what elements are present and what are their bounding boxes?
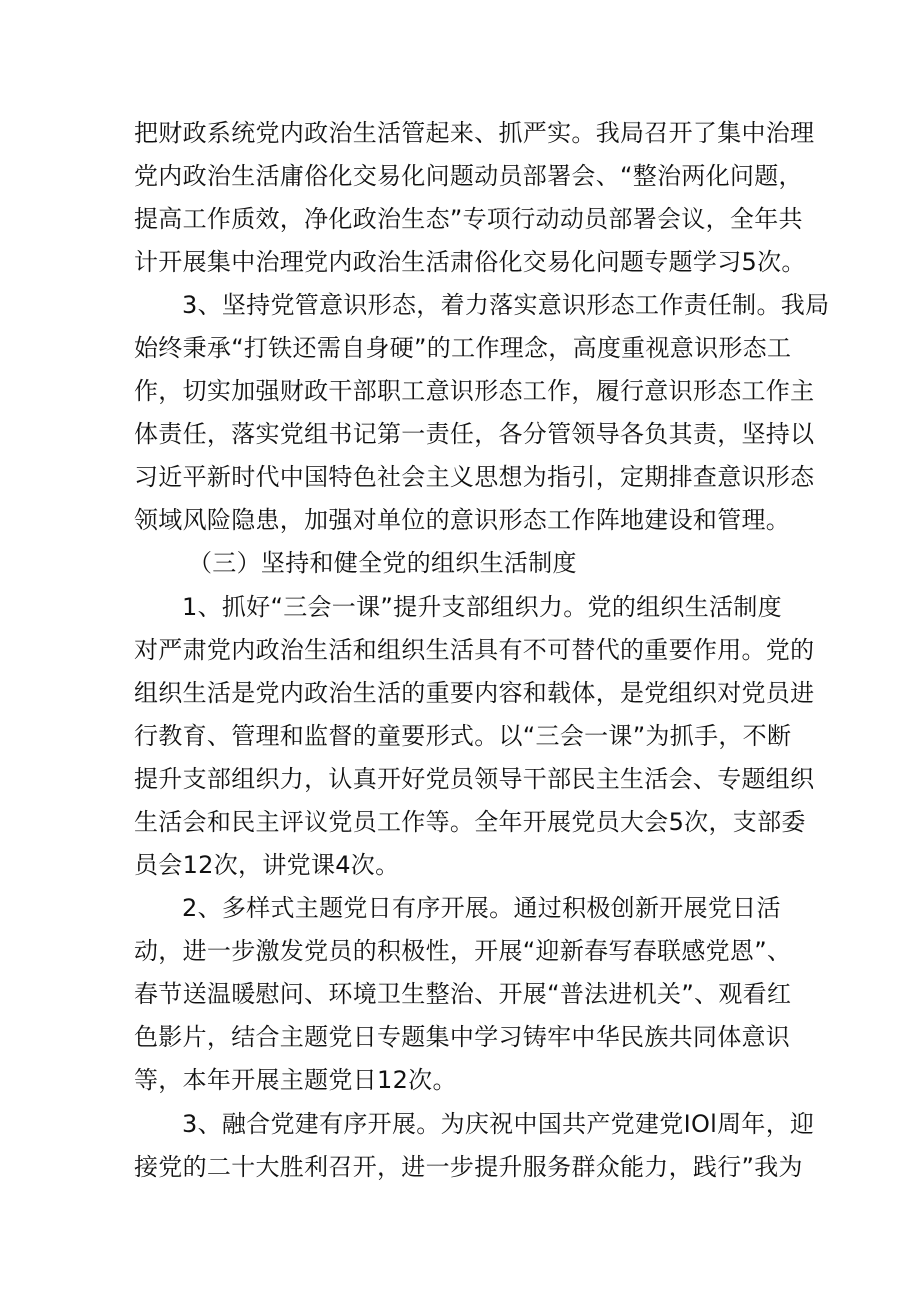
- text-line: 2、多样式主题党日有序开展。通过积极创新开展党日活: [182, 894, 781, 922]
- text-line: 春节送温暖慰问、环境卫生整治、开展“普法进机关”、观看红: [134, 980, 792, 1008]
- text-line: 计开展集中治理党内政治生活肃俗化交易化问题专题学习5次。: [134, 248, 806, 276]
- text-line: 3、坚持党管意识形态，着力落实意识形态工作责任制。我局: [182, 291, 830, 319]
- text-line: 提高工作质效，净化政治生态”专项行动动员部署会议，全年共: [134, 205, 803, 233]
- text-line: 组织生活是党内政治生活的重要内容和载体，是党组织对党员进: [134, 679, 815, 707]
- text-line: 体责任，落实党组书记第一责任，各分管领导各负其责，坚持以: [134, 420, 815, 448]
- text-line: 领域风险隐患，加强对单位的意识形态工作阵地建设和管理。: [134, 506, 791, 534]
- text-line: 提升支部组织力，认真开好党员领导干部民主生活会、专题组织: [134, 765, 815, 793]
- text-line: 作，切实加强财政干部职工意识形态工作，履行意识形态工作主: [134, 377, 815, 405]
- text-line: 始终秉承“打铁还需自身硬”的工作理念，高度重视意识形态工: [134, 334, 792, 362]
- text-line: 员会12次，讲党课4次。: [134, 851, 400, 879]
- section-heading: （三）坚持和健全党的组织生活制度: [188, 549, 577, 577]
- text-line: 3、融合党建有序开展。为庆祝中国共产党建党IOl周年，迎: [182, 1110, 815, 1138]
- text-line: 把财政系统党内政治生活管起来、抓严实。我局召开了集中治理: [134, 119, 815, 147]
- text-line: 1、抓好“三会一课”提升支部组织力。党的组织生活制度: [182, 593, 782, 621]
- text-line: 等，本年开展主题党日12次。: [134, 1066, 457, 1094]
- text-line: 色影片，结合主题党日专题集中学习铸牢中华民族共同体意识: [134, 1023, 791, 1051]
- text-line: 接党的二十大胜利召开，进一步提升服务群众能力，践行”我为: [134, 1153, 803, 1181]
- text-line: 习近平新时代中国特色社会主义思想为指引，定期排查意识形态: [134, 463, 815, 491]
- text-line: 动，进一步激发党员的积极性，开展“迎新春写春联感党恩”、: [134, 937, 792, 965]
- text-line: 行教育、管理和监督的童要形式。以“三会一课”为抓手，不断: [134, 722, 792, 750]
- text-line: 党内政治生活庸俗化交易化问题动员部署会、“整治两化问题，: [134, 162, 803, 190]
- text-line: 对严肃党内政治生活和组织生活具有不可替代的重要作用。党的: [134, 636, 815, 664]
- text-line: 生活会和民主评议党员工作等。全年开展党员大会5次，支部委: [134, 808, 806, 836]
